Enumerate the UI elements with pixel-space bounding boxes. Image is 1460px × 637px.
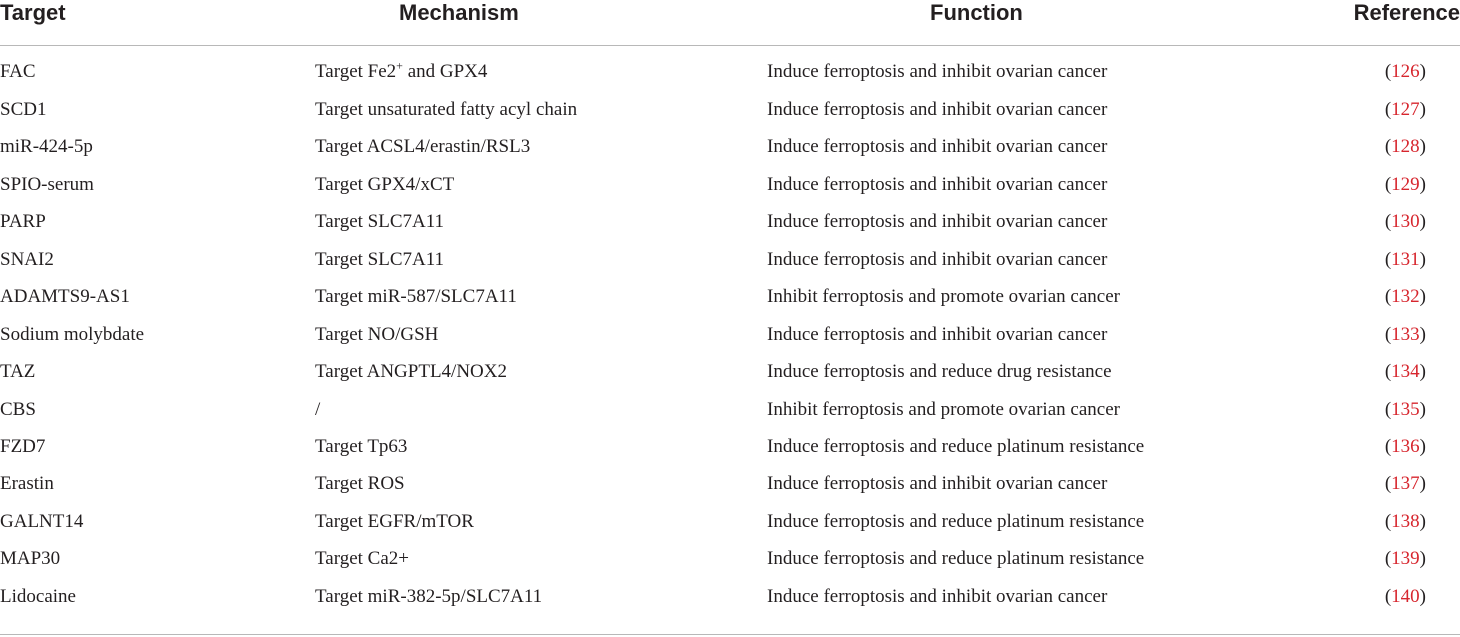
function-cell: Induce ferroptosis and inhibit ovarian cancer: [767, 473, 1108, 494]
target-cell: FAC: [0, 61, 36, 82]
header-function: Function: [930, 0, 1023, 25]
table-row: [0, 545, 1460, 582]
target-cell: Erastin: [0, 473, 54, 494]
header-mechanism: Mechanism: [399, 0, 519, 25]
mechanism-cell: Target unsaturated fatty acyl chain: [315, 99, 578, 120]
reference-link[interactable]: 127: [1391, 99, 1420, 120]
reference-link[interactable]: 134: [1391, 361, 1420, 382]
reference-cell: (133): [1384, 324, 1426, 345]
mechanism-cell: Target Fe2+ and GPX4: [315, 58, 488, 82]
target-cell: TAZ: [0, 361, 36, 382]
function-cell: Induce ferroptosis and reduce platinum resistance: [767, 548, 1145, 569]
table-row: [0, 396, 1460, 433]
reference-cell: (130): [1384, 211, 1426, 232]
mechanism-cell: Target ROS: [315, 473, 405, 494]
header-target: Target: [0, 0, 66, 25]
reference-cell: (135): [1384, 399, 1426, 420]
reference-cell: (139): [1384, 548, 1426, 569]
table-row: [0, 321, 1460, 358]
reference-cell: (140): [1384, 586, 1426, 607]
reference-link[interactable]: 133: [1391, 324, 1420, 345]
function-cell: Inhibit ferroptosis and promote ovarian cancer: [767, 286, 1120, 307]
target-cell: miR-424-5p: [0, 136, 93, 157]
mechanism-cell: Target miR-587/SLC7A11: [315, 286, 517, 307]
reference-link[interactable]: 128: [1391, 136, 1420, 157]
table-row: [0, 583, 1460, 620]
target-cell: SPIO-serum: [0, 174, 94, 195]
table-row: [0, 433, 1460, 470]
target-cell: CBS: [0, 399, 36, 420]
reference-link[interactable]: 129: [1391, 174, 1420, 195]
function-cell: Induce ferroptosis and reduce platinum resistance: [767, 511, 1145, 532]
mechanism-cell: Target Tp63: [315, 436, 408, 457]
target-cell: PARP: [0, 211, 46, 232]
mechanism-cell: Target GPX4/xCT: [315, 174, 455, 195]
target-cell: GALNT14: [0, 511, 84, 532]
reference-link[interactable]: 126: [1391, 61, 1420, 82]
function-cell: Induce ferroptosis and inhibit ovarian cancer: [767, 211, 1108, 232]
mechanism-cell: /: [315, 399, 321, 420]
mechanism-cell: Target Ca2+: [315, 548, 409, 569]
target-cell: ADAMTS9-AS1: [0, 286, 130, 307]
reference-link[interactable]: 136: [1391, 436, 1420, 457]
table-row: [0, 358, 1460, 395]
reference-cell: (132): [1384, 286, 1426, 307]
target-cell: MAP30: [0, 548, 61, 569]
reference-cell: (138): [1384, 511, 1426, 532]
reference-link[interactable]: 132: [1391, 286, 1420, 307]
function-cell: Induce ferroptosis and inhibit ovarian cancer: [767, 249, 1108, 270]
reference-cell: (134): [1384, 361, 1426, 382]
target-cell: SNAI2: [0, 249, 54, 270]
table-row: [0, 470, 1460, 507]
mechanism-cell: Target SLC7A11: [315, 249, 445, 270]
target-cell: FZD7: [0, 436, 46, 457]
mechanism-cell: Target ANGPTL4/NOX2: [315, 361, 507, 382]
table-row: [0, 508, 1460, 545]
reference-link[interactable]: 135: [1391, 399, 1420, 420]
table-row: [0, 283, 1460, 320]
mechanism-cell: Target NO/GSH: [315, 324, 439, 345]
mechanism-cell: Target miR-382-5p/SLC7A11: [315, 586, 543, 607]
function-cell: Induce ferroptosis and inhibit ovarian cancer: [767, 61, 1108, 82]
function-cell: Induce ferroptosis and inhibit ovarian cancer: [767, 586, 1108, 607]
bottom-rule: [0, 634, 1460, 635]
table-row: [0, 96, 1460, 133]
mechanism-cell: Target EGFR/mTOR: [315, 511, 474, 532]
target-cell: Sodium molybdate: [0, 324, 145, 345]
reference-cell: (127): [1384, 99, 1426, 120]
function-cell: Inhibit ferroptosis and promote ovarian cancer: [767, 399, 1120, 420]
reference-link[interactable]: 131: [1391, 249, 1420, 270]
reference-cell: (131): [1384, 249, 1426, 270]
table-row: [0, 171, 1460, 208]
reference-cell: (136): [1384, 436, 1426, 457]
table-row: [0, 133, 1460, 170]
reference-cell: (128): [1384, 136, 1426, 157]
function-cell: Induce ferroptosis and inhibit ovarian cancer: [767, 99, 1108, 120]
mechanism-cell: Target ACSL4/erastin/RSL3: [315, 136, 531, 157]
reference-link[interactable]: 138: [1391, 511, 1420, 532]
function-cell: Induce ferroptosis and reduce platinum resistance: [767, 436, 1145, 457]
reference-link[interactable]: 140: [1391, 586, 1420, 607]
header-rule: [0, 45, 1460, 46]
reference-link[interactable]: 139: [1391, 548, 1420, 569]
header-reference: Reference: [1353, 0, 1460, 25]
table-row: [0, 58, 1460, 95]
reference-cell: (126): [1384, 61, 1426, 82]
reference-link[interactable]: 130: [1391, 211, 1420, 232]
function-cell: Induce ferroptosis and inhibit ovarian cancer: [767, 174, 1108, 195]
reference-link[interactable]: 137: [1391, 473, 1420, 494]
function-cell: Induce ferroptosis and inhibit ovarian cancer: [767, 324, 1108, 345]
function-cell: Induce ferroptosis and reduce drug resistance: [767, 361, 1112, 382]
mechanism-cell: Target SLC7A11: [315, 211, 445, 232]
function-cell: Induce ferroptosis and inhibit ovarian cancer: [767, 136, 1108, 157]
reference-cell: (137): [1384, 473, 1426, 494]
target-cell: Lidocaine: [0, 586, 76, 607]
reference-cell: (129): [1384, 174, 1426, 195]
target-cell: SCD1: [0, 99, 47, 120]
table-row: [0, 208, 1460, 245]
table-row: [0, 246, 1460, 283]
